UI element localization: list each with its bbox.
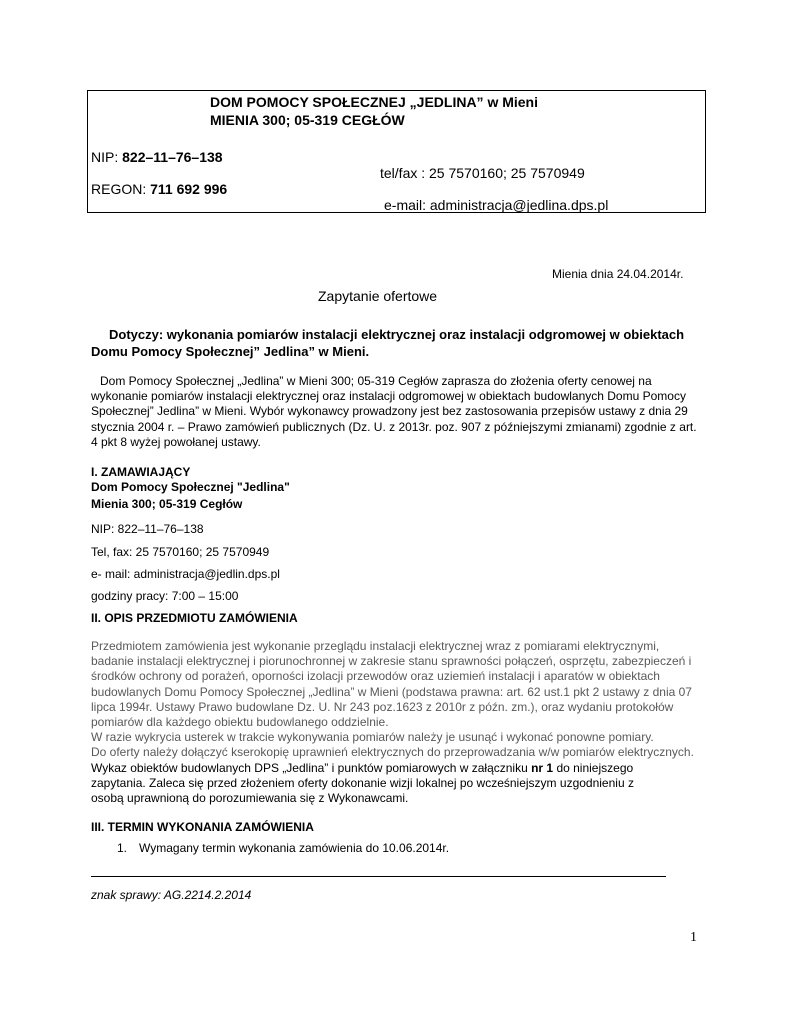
section3-heading: III. TERMIN WYKONANIA ZAMÓWIENIA: [91, 820, 314, 834]
section1-tel: Tel, fax: 25 7570160; 25 7570949: [91, 545, 270, 559]
description-line: badanie instalacji elektrycznej i piorunochronnej w zakresie stanu sprawności połączeń, osprzętu, zabezpieczeń i: [91, 654, 692, 669]
section1-email: e- mail: administracja@jedlin.dps.pl: [91, 567, 280, 581]
description-line: pomiarów dla każdego obiektu budowlanego oddzielnie.: [91, 715, 389, 730]
attachment-number: nr 1: [531, 760, 554, 775]
section1-nip: NIP: 822–11–76–138: [91, 522, 204, 536]
nip-value: 822–11–76–138: [122, 149, 223, 165]
case-reference: znak sprawy: AG.2214.2.2014: [91, 888, 252, 902]
attachment-text: Wykaz obiektów budowlanych DPS „Jedlina” i punktów pomiarowych w załączniku: [91, 760, 532, 775]
section2-body: [91, 639, 694, 806]
intro-line: 4 pkt 8 wyżej powołanej ustawy.: [91, 434, 261, 449]
header-telfax: tel/fax : 25 7570160; 25 7570949: [380, 165, 585, 181]
section2-heading: II. OPIS PRZEDMIOTU ZAMÓWIENIA: [91, 611, 298, 625]
attachment-text-end: do niniejszego: [553, 760, 634, 775]
page-number: 1: [690, 930, 697, 945]
section1-address: Mienia 300; 05-319 Cegłów: [91, 497, 243, 511]
description-line: W razie wykrycia usterek w trakcie wykonywania pomiarów należy je usunąć i wykonać ponowne pomiary.: [91, 730, 654, 745]
intro-line: Dom Pomocy Społecznej „Jedlina” w Mieni 300; 05-319 Cegłów zaprasza do złożenia oferty cenowej na: [100, 374, 652, 388]
page-title: Zapytanie ofertowe: [318, 288, 438, 304]
description-line: lipca 1994r. Ustawy Prawo budowlane Dz. U. Nr 243 poz.1623 z 2010r z późn. zm.), oraz wydaniu protokołów: [91, 699, 674, 714]
subject-line-1: Dotyczy: wykonania pomiarów instalacji elektrycznej oraz instalacji odgromowej w obiektach: [109, 327, 685, 342]
section3-item-number: 1.: [117, 841, 128, 855]
org-name: DOM POMOCY SPOŁECZNEJ „JEDLINA” w Mieni: [210, 94, 539, 110]
footer-divider: [91, 876, 666, 877]
regon-label: REGON:: [91, 181, 151, 197]
description-line: Do oferty należy dołączyć kserokopię uprawnień elektrycznych do przeprowadzania w/w pomiarów elektrycznych.: [91, 745, 694, 760]
section3-item-text: Wymagany termin wykonania zamówienia do 10.06.2014r.: [139, 841, 450, 855]
subject-line-2: Domu Pomocy Społecznej” Jedlina” w Mieni.: [91, 344, 370, 359]
description-line: środków ochrony od porażeń, oporności izolacji przewodów oraz uziemień instalacji i aparatów w obiektach: [91, 669, 660, 684]
intro-line: Społecznej” Jedlina” w Mieni. Wybór wykonawcy prowadzony jest bez zastosowania przepisów ustawy z dnia 29: [91, 404, 688, 419]
description-line: Przedmiotem zamówienia jest wykonanie przeglądu instalacji elektrycznej wraz z pomiarami elektrycznymi,: [91, 639, 660, 653]
intro-line: wykonanie pomiarów instalacji elektrycznej oraz instalacji odgromowej w obiektach budowlanych Domu Pomocy: [91, 389, 686, 404]
regon-value: 711 692 996: [150, 181, 228, 197]
section1-name: Dom Pomocy Społecznej "Jedlina": [91, 480, 290, 494]
nip-label: NIP:: [91, 149, 123, 165]
description-line: osobą uprawnioną do porozumiewania się z Wykonawcami.: [91, 791, 409, 806]
header-nip: [91, 149, 223, 165]
header-email: e-mail: administracja@jedlina.dps.pl: [384, 197, 609, 213]
intro-line: stycznia 2004 r. – Prawo zamówień publicznych (Dz. U. z 2013r. poz. 907 z późniejszymi zmianami) zgodnie z art.: [91, 419, 697, 434]
org-address: MIENIA 300; 05-319 CEGŁÓW: [210, 112, 405, 128]
description-line: budowlanych Domu Pomocy Społecznej „Jedlina” w Mieni (podstawa prawna: art. 62 ust.1 pkt 2 ustawy z dnia 07: [91, 684, 692, 699]
description-line: zapytania. Zaleca się przed złożeniem oferty dokonanie wizji lokalnej po wcześniejszym uzgodnieniu z: [91, 775, 634, 790]
attachment-line: [91, 761, 694, 776]
section1-heading: I. ZAMAWIAJĄCY: [91, 465, 191, 479]
date-line: Mienia dnia 24.04.2014r.: [552, 267, 684, 281]
intro-paragraph: [91, 374, 697, 450]
header-regon: [91, 181, 227, 197]
section1-hours: godziny pracy: 7:00 – 15:00: [91, 589, 239, 603]
